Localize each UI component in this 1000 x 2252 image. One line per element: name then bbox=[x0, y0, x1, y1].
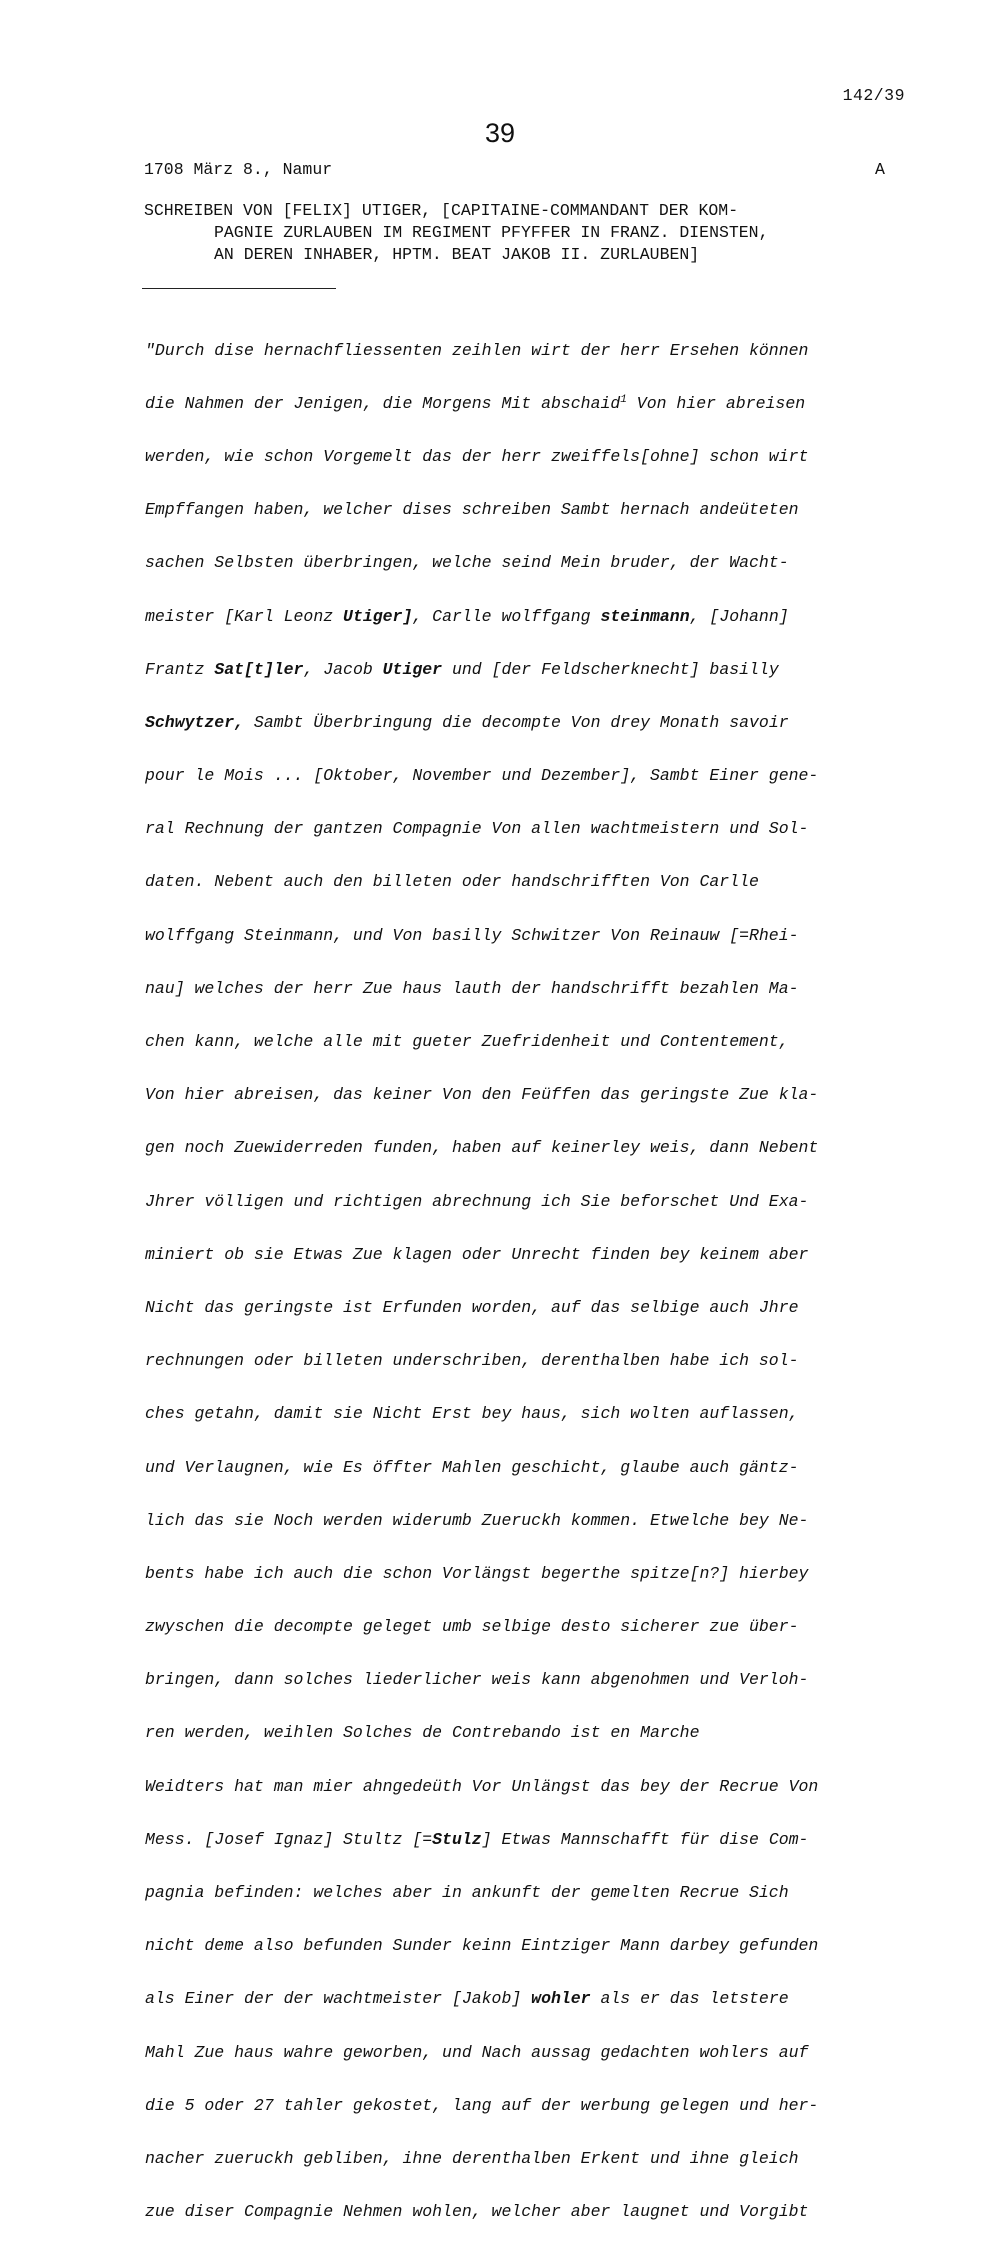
body-line: pagnia befinden: welches aber in ankunft der gemelten Recrue Sich bbox=[145, 1883, 789, 1903]
body-line: bringen, dann solches liederlicher weis kann abgenohmen und Verloh- bbox=[145, 1670, 809, 1690]
body-line: nicht deme also befunden Sunder keinn Eintziger Mann darbey gefunden bbox=[145, 1936, 819, 1956]
name-highlight: wohler bbox=[531, 1989, 591, 2009]
body-line: Weidters hat man mier ahngedeüth Vor Unlängst das bey der Recrue Von bbox=[145, 1776, 819, 1796]
name-highlight: Utiger] bbox=[343, 606, 413, 626]
body-line: gen noch Zuewiderreden funden, haben auf keinerley weis, dann Nebent bbox=[145, 1138, 819, 1158]
body-line: zwyschen die decompte geleget umb selbige desto sicherer zue über- bbox=[145, 1617, 799, 1637]
body-line: sachen Selbsten überbringen, welche seind Mein bruder, der Wacht- bbox=[145, 553, 789, 573]
body-line: lich das sie Noch werden widerumb Zueruckh kommen. Etwelche bey Ne- bbox=[145, 1510, 809, 1530]
body-line: Frantz Sat[t]ler, Jacob Utiger und [der Feldscherknecht] basilly bbox=[145, 659, 779, 679]
body-line: die Nahmen der Jenigen, die Morgens Mit abschaid$^1$ Von hier abreisen bbox=[145, 393, 806, 413]
body-line: zue diser Compagnie Nehmen wohlen, welcher aber laugnet und Vorgibt bbox=[145, 2202, 809, 2222]
body-line: rechnungen oder billeten underschriben, derenthalben habe ich sol- bbox=[145, 1351, 799, 1371]
name-highlight: Stulz bbox=[432, 1829, 482, 1849]
title-line: AN DEREN INHABER, HPTM. BEAT JAKOB II. ZURLAUBEN] bbox=[214, 245, 700, 264]
body-line: pour le Mois ... [Oktober, November und Dezember], Sambt Einer gene- bbox=[145, 766, 819, 786]
body-line: daten. Nebent auch den billeten oder handschrifften Von Carlle bbox=[145, 872, 759, 892]
name-highlight: Sat[t]ler bbox=[214, 659, 304, 679]
body-line: miniert ob sie Etwas Zue klagen oder Unrecht finden bey keinem aber bbox=[145, 1244, 809, 1264]
body-line: ches getahn, damit sie Nicht Erst bey haus, sich wolten auflassen, bbox=[145, 1404, 799, 1424]
date-place: 1708 März 8., Namur bbox=[144, 160, 333, 179]
footnote-marker: 1 bbox=[620, 393, 627, 406]
document-title bbox=[144, 200, 904, 266]
body-line: Von hier abreisen, das keiner Von den Feüffen das geringste Zue kla- bbox=[145, 1085, 819, 1105]
body-line: bents habe ich auch die schon Vorlängst begerthe spitze[n?] hierbey bbox=[145, 1563, 809, 1583]
document-number: 39 bbox=[484, 118, 516, 148]
body-line: chen kann, welche alle mit gueter Zuefridenheit und Contentement, bbox=[145, 1032, 789, 1052]
body-line: Mess. [Josef Ignaz] Stultz [=Stulz] Etwas Mannschafft für dise Com- bbox=[145, 1829, 809, 1849]
body-line: wolffgang Steinmann, und Von basilly Schwitzer Von Reinauw [=Rhei- bbox=[145, 925, 799, 945]
body-line: ren werden, weihlen Solches de Contrebando ist en Marche bbox=[145, 1723, 700, 1743]
body-line: und Verlaugnen, wie Es öffter Mahlen geschicht, glaube auch gäntz- bbox=[145, 1457, 799, 1477]
body-line: Nicht das geringste ist Erfunden worden, auf das selbige auch Jhre bbox=[145, 1297, 799, 1317]
body-line: die 5 oder 27 tahler gekostet, lang auf der werbung gelegen und her- bbox=[145, 2095, 819, 2115]
separator-rule bbox=[142, 288, 336, 289]
section-letter: A bbox=[875, 160, 885, 179]
title-line: PAGNIE ZURLAUBEN IM REGIMENT PFYFFER IN FRANZ. DIENSTEN, bbox=[214, 223, 769, 242]
letter-body bbox=[145, 311, 905, 2252]
body-line: werden, wie schon Vorgemelt das der herr zweiffels[ohne] schon wirt bbox=[145, 446, 809, 466]
name-highlight: Schwytzer, bbox=[145, 712, 245, 732]
body-line: meister [Karl Leonz Utiger], Carlle wolffgang steinmann, [Johann] bbox=[145, 606, 789, 626]
title-line: SCHREIBEN VON [FELIX] UTIGER, [CAPITAINE-COMMANDANT DER KOM- bbox=[144, 201, 739, 220]
body-line: Schwytzer, Sambt Überbringung die decompte Von drey Monath savoir bbox=[145, 712, 789, 732]
body-line: ral Rechnung der gantzen Compagnie Von allen wachtmeistern und Sol- bbox=[145, 819, 809, 839]
body-line: Mahl Zue haus wahre geworben, und Nach aussag gedachten wohlers auf bbox=[145, 2042, 809, 2062]
body-line: Empffangen haben, welcher dises schreiben Sambt hernach andeüteten bbox=[145, 500, 799, 520]
page-reference: 142/39 bbox=[842, 86, 905, 105]
name-highlight: steinmann bbox=[600, 606, 690, 626]
body-line: als Einer der der wachtmeister [Jakob] wohler als er das letstere bbox=[145, 1989, 789, 2009]
name-highlight: Utiger bbox=[382, 659, 443, 679]
body-line: nau] welches der herr Zue haus lauth der handschrifft bezahlen Ma- bbox=[145, 978, 799, 998]
body-line: nacher zueruckh gebliben, ihne derenthalben Erkent und ihne gleich bbox=[145, 2148, 799, 2168]
body-line: Jhrer völligen und richtigen abrechnung ich Sie beforschet Und Exa- bbox=[145, 1191, 809, 1211]
body-line: "Durch dise hernachfliessenten zeihlen wirt der herr Ersehen können bbox=[145, 340, 809, 360]
